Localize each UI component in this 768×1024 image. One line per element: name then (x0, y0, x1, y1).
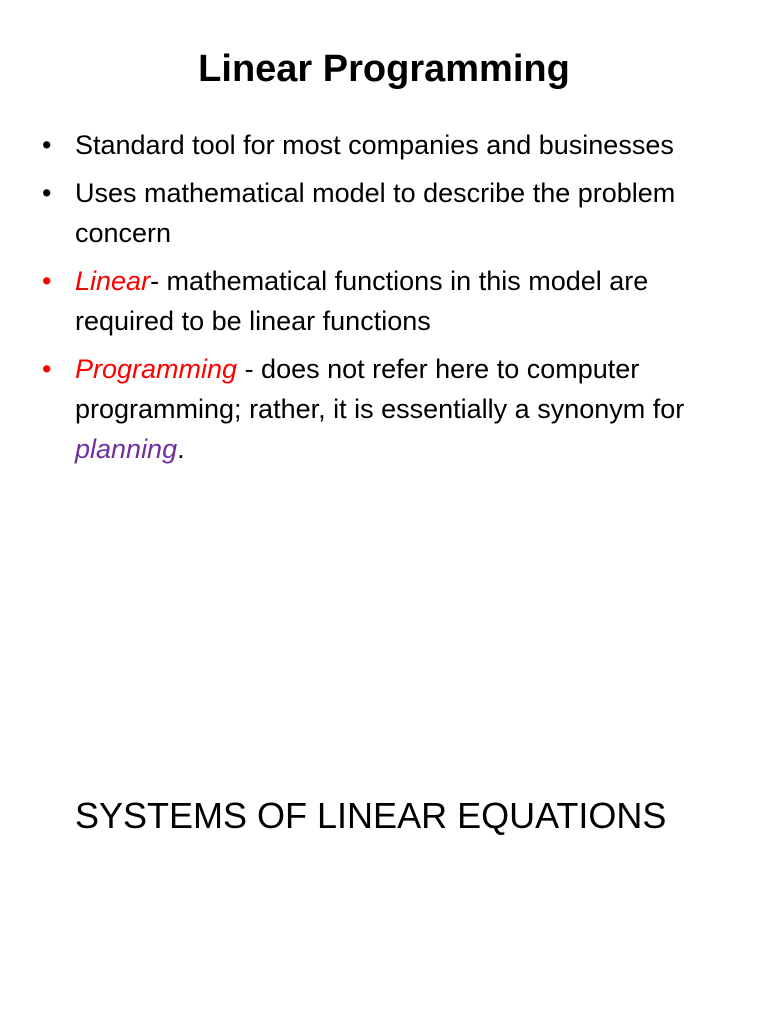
bullet-text: - does not refer here to computer programming; rather, it is essentially a synonym for (75, 354, 685, 424)
bullet-item-math-model (40, 173, 740, 253)
bullet-item-standard-tool (40, 125, 740, 165)
bullet-icon: • (42, 178, 52, 208)
bullet-text: Uses mathematical model to describe the problem concern (75, 178, 676, 248)
bullet-text: Standard tool for most companies and businesses (75, 130, 674, 160)
bullet-icon: • (42, 266, 52, 296)
bullet-text-end: . (177, 434, 185, 464)
slide-title: Linear Programming (198, 48, 570, 90)
section-heading: SYSTEMS OF LINEAR EQUATIONS (75, 795, 667, 836)
bullet-list (40, 125, 740, 477)
bullet-item-linear (40, 261, 740, 341)
bullet-icon: • (42, 354, 52, 384)
bullet-text: - mathematical functions in this model are required to be linear functions (75, 266, 649, 336)
term-programming: Programming (75, 354, 238, 384)
bullet-icon: • (42, 130, 52, 160)
term-planning: planning (75, 434, 178, 464)
bullet-item-programming (40, 349, 740, 469)
term-linear: Linear (75, 266, 151, 296)
